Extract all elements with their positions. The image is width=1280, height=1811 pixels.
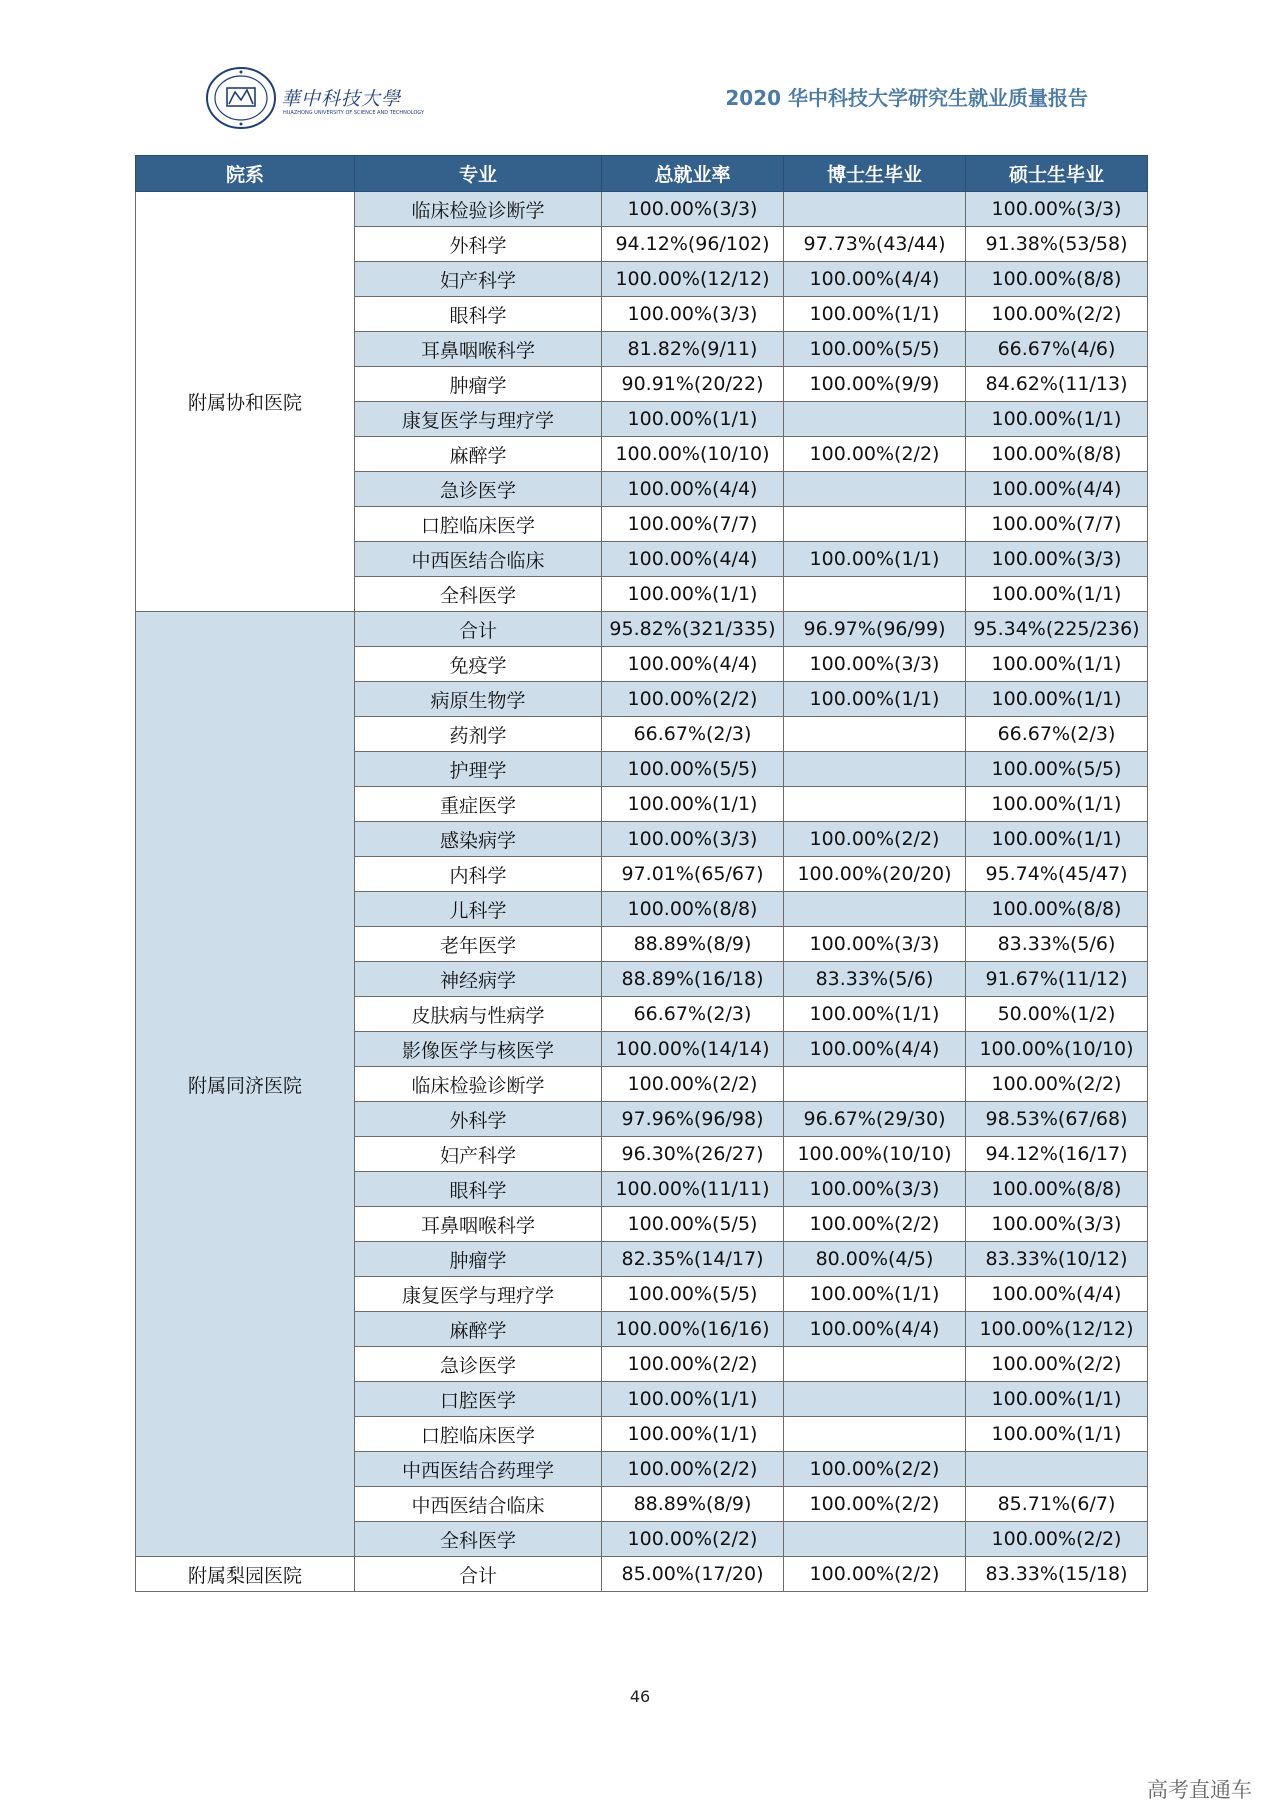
major-cell: 中西医结合临床 xyxy=(355,1487,602,1522)
phd-rate-cell xyxy=(784,717,966,752)
major-cell: 临床检验诊断学 xyxy=(355,192,602,227)
total-rate-cell: 81.82%(9/11) xyxy=(602,332,784,367)
major-cell: 妇产科学 xyxy=(355,1137,602,1172)
phd-rate-cell xyxy=(784,1417,966,1452)
department-cell: 附属同济医院 xyxy=(136,612,355,1557)
phd-rate-cell: 100.00%(4/4) xyxy=(784,262,966,297)
master-rate-cell: 100.00%(1/1) xyxy=(966,1417,1148,1452)
phd-rate-cell: 97.73%(43/44) xyxy=(784,227,966,262)
total-rate-cell: 100.00%(1/1) xyxy=(602,787,784,822)
total-rate-cell: 100.00%(16/16) xyxy=(602,1312,784,1347)
master-rate-cell: 100.00%(2/2) xyxy=(966,297,1148,332)
master-rate-cell: 50.00%(1/2) xyxy=(966,997,1148,1032)
university-seal-icon xyxy=(205,66,277,130)
phd-rate-cell: 100.00%(3/3) xyxy=(784,647,966,682)
total-rate-cell: 100.00%(4/4) xyxy=(602,542,784,577)
phd-rate-cell: 100.00%(2/2) xyxy=(784,1452,966,1487)
phd-rate-cell: 100.00%(9/9) xyxy=(784,367,966,402)
major-cell: 麻醉学 xyxy=(355,1312,602,1347)
major-cell: 急诊医学 xyxy=(355,472,602,507)
phd-rate-cell xyxy=(784,192,966,227)
master-rate-cell: 100.00%(8/8) xyxy=(966,892,1148,927)
total-rate-cell: 100.00%(2/2) xyxy=(602,1452,784,1487)
phd-rate-cell xyxy=(784,787,966,822)
total-rate-cell: 100.00%(1/1) xyxy=(602,402,784,437)
total-rate-cell: 88.89%(16/18) xyxy=(602,962,784,997)
master-rate-cell xyxy=(966,1452,1148,1487)
master-rate-cell: 100.00%(1/1) xyxy=(966,787,1148,822)
table-row xyxy=(136,1557,1148,1592)
total-rate-cell: 100.00%(14/14) xyxy=(602,1032,784,1067)
master-rate-cell: 100.00%(4/4) xyxy=(966,1277,1148,1312)
major-cell: 麻醉学 xyxy=(355,437,602,472)
phd-rate-cell: 100.00%(10/10) xyxy=(784,1137,966,1172)
major-cell: 肿瘤学 xyxy=(355,1242,602,1277)
master-rate-cell: 100.00%(8/8) xyxy=(966,1172,1148,1207)
major-cell: 病原生物学 xyxy=(355,682,602,717)
total-rate-cell: 100.00%(4/4) xyxy=(602,472,784,507)
master-rate-cell: 84.62%(11/13) xyxy=(966,367,1148,402)
total-rate-cell: 100.00%(1/1) xyxy=(602,577,784,612)
major-cell: 中西医结合药理学 xyxy=(355,1452,602,1487)
page-header xyxy=(0,0,1280,130)
university-logo xyxy=(205,66,425,136)
major-cell: 感染病学 xyxy=(355,822,602,857)
watermark: 高考直通车 xyxy=(1147,1778,1252,1802)
department-cell: 附属梨园医院 xyxy=(136,1557,355,1592)
major-cell: 康复医学与理疗学 xyxy=(355,1277,602,1312)
phd-rate-cell: 100.00%(4/4) xyxy=(784,1032,966,1067)
major-cell: 全科医学 xyxy=(355,577,602,612)
major-cell: 康复医学与理疗学 xyxy=(355,402,602,437)
major-cell: 耳鼻咽喉科学 xyxy=(355,1207,602,1242)
phd-rate-cell: 100.00%(3/3) xyxy=(784,927,966,962)
total-rate-cell: 100.00%(3/3) xyxy=(602,822,784,857)
phd-rate-cell xyxy=(784,752,966,787)
column-header-major: 专业 xyxy=(355,156,602,192)
major-cell: 眼科学 xyxy=(355,297,602,332)
total-rate-cell: 100.00%(4/4) xyxy=(602,647,784,682)
total-rate-cell: 96.30%(26/27) xyxy=(602,1137,784,1172)
master-rate-cell: 83.33%(10/12) xyxy=(966,1242,1148,1277)
total-rate-cell: 100.00%(3/3) xyxy=(602,192,784,227)
phd-rate-cell: 83.33%(5/6) xyxy=(784,962,966,997)
master-rate-cell: 100.00%(12/12) xyxy=(966,1312,1148,1347)
phd-rate-cell: 100.00%(2/2) xyxy=(784,437,966,472)
phd-rate-cell: 96.97%(96/99) xyxy=(784,612,966,647)
report-title: 2020 华中科技大学研究生就业质量报告 xyxy=(725,86,1088,110)
phd-rate-cell: 100.00%(2/2) xyxy=(784,1557,966,1592)
phd-rate-cell: 100.00%(2/2) xyxy=(784,1207,966,1242)
logo-text: 華中科技大學 xyxy=(281,88,402,110)
total-rate-cell: 90.91%(20/22) xyxy=(602,367,784,402)
major-cell: 重症医学 xyxy=(355,787,602,822)
total-rate-cell: 100.00%(2/2) xyxy=(602,1067,784,1102)
logo-subtext: HUAZHONG UNIVERSITY OF SCIENCE AND TECHNOLOGY xyxy=(283,110,425,116)
phd-rate-cell: 100.00%(1/1) xyxy=(784,682,966,717)
major-cell: 眼科学 xyxy=(355,1172,602,1207)
phd-rate-cell: 100.00%(5/5) xyxy=(784,332,966,367)
major-cell: 护理学 xyxy=(355,752,602,787)
phd-rate-cell xyxy=(784,1382,966,1417)
table-row xyxy=(136,612,1148,647)
master-rate-cell: 94.12%(16/17) xyxy=(966,1137,1148,1172)
column-header-phd-rate: 博士生毕业 xyxy=(784,156,966,192)
major-cell: 免疫学 xyxy=(355,647,602,682)
major-cell: 全科医学 xyxy=(355,1522,602,1557)
phd-rate-cell xyxy=(784,1347,966,1382)
major-cell: 肿瘤学 xyxy=(355,367,602,402)
phd-rate-cell xyxy=(784,577,966,612)
total-rate-cell: 100.00%(7/7) xyxy=(602,507,784,542)
phd-rate-cell xyxy=(784,507,966,542)
master-rate-cell: 100.00%(3/3) xyxy=(966,192,1148,227)
total-rate-cell: 97.01%(65/67) xyxy=(602,857,784,892)
phd-rate-cell xyxy=(784,892,966,927)
master-rate-cell: 100.00%(8/8) xyxy=(966,437,1148,472)
master-rate-cell: 66.67%(4/6) xyxy=(966,332,1148,367)
master-rate-cell: 100.00%(10/10) xyxy=(966,1032,1148,1067)
major-cell: 急诊医学 xyxy=(355,1347,602,1382)
master-rate-cell: 91.67%(11/12) xyxy=(966,962,1148,997)
total-rate-cell: 66.67%(2/3) xyxy=(602,717,784,752)
department-cell: 附属协和医院 xyxy=(136,192,355,612)
major-cell: 老年医学 xyxy=(355,927,602,962)
total-rate-cell: 100.00%(1/1) xyxy=(602,1382,784,1417)
master-rate-cell: 100.00%(3/3) xyxy=(966,542,1148,577)
total-rate-cell: 100.00%(10/10) xyxy=(602,437,784,472)
total-rate-cell: 100.00%(1/1) xyxy=(602,1417,784,1452)
phd-rate-cell: 96.67%(29/30) xyxy=(784,1102,966,1137)
total-rate-cell: 100.00%(3/3) xyxy=(602,297,784,332)
phd-rate-cell: 100.00%(2/2) xyxy=(784,1487,966,1522)
total-rate-cell: 100.00%(8/8) xyxy=(602,892,784,927)
total-rate-cell: 85.00%(17/20) xyxy=(602,1557,784,1592)
phd-rate-cell xyxy=(784,402,966,437)
total-rate-cell: 100.00%(2/2) xyxy=(602,682,784,717)
master-rate-cell: 100.00%(2/2) xyxy=(966,1347,1148,1382)
phd-rate-cell: 100.00%(20/20) xyxy=(784,857,966,892)
phd-rate-cell: 100.00%(1/1) xyxy=(784,297,966,332)
phd-rate-cell: 80.00%(4/5) xyxy=(784,1242,966,1277)
master-rate-cell: 100.00%(1/1) xyxy=(966,682,1148,717)
phd-rate-cell: 100.00%(1/1) xyxy=(784,542,966,577)
total-rate-cell: 100.00%(11/11) xyxy=(602,1172,784,1207)
column-header-master-rate: 硕士生毕业 xyxy=(966,156,1148,192)
phd-rate-cell xyxy=(784,1067,966,1102)
phd-rate-cell: 100.00%(4/4) xyxy=(784,1312,966,1347)
employment-rate-table xyxy=(135,155,1148,1592)
phd-rate-cell: 100.00%(3/3) xyxy=(784,1172,966,1207)
master-rate-cell: 100.00%(8/8) xyxy=(966,262,1148,297)
total-rate-cell: 100.00%(5/5) xyxy=(602,1277,784,1312)
master-rate-cell: 85.71%(6/7) xyxy=(966,1487,1148,1522)
master-rate-cell: 100.00%(4/4) xyxy=(966,472,1148,507)
phd-rate-cell: 100.00%(1/1) xyxy=(784,1277,966,1312)
master-rate-cell: 100.00%(1/1) xyxy=(966,822,1148,857)
phd-rate-cell xyxy=(784,472,966,507)
total-rate-cell: 66.67%(2/3) xyxy=(602,997,784,1032)
total-rate-cell: 94.12%(96/102) xyxy=(602,227,784,262)
master-rate-cell: 98.53%(67/68) xyxy=(966,1102,1148,1137)
major-cell: 妇产科学 xyxy=(355,262,602,297)
major-cell: 皮肤病与性病学 xyxy=(355,997,602,1032)
table-row xyxy=(136,192,1148,227)
total-rate-cell: 97.96%(96/98) xyxy=(602,1102,784,1137)
page-number: 46 xyxy=(629,1687,651,1706)
major-cell: 口腔临床医学 xyxy=(355,507,602,542)
major-cell: 口腔医学 xyxy=(355,1382,602,1417)
table-header-row xyxy=(136,156,1148,192)
master-rate-cell: 83.33%(15/18) xyxy=(966,1557,1148,1592)
major-cell: 中西医结合临床 xyxy=(355,542,602,577)
master-rate-cell: 100.00%(1/1) xyxy=(966,647,1148,682)
total-rate-cell: 82.35%(14/17) xyxy=(602,1242,784,1277)
major-cell: 外科学 xyxy=(355,227,602,262)
master-rate-cell: 100.00%(1/1) xyxy=(966,402,1148,437)
master-rate-cell: 91.38%(53/58) xyxy=(966,227,1148,262)
column-header-department: 院系 xyxy=(136,156,355,192)
total-rate-cell: 100.00%(2/2) xyxy=(602,1347,784,1382)
major-cell: 内科学 xyxy=(355,857,602,892)
major-cell: 口腔临床医学 xyxy=(355,1417,602,1452)
master-rate-cell: 100.00%(5/5) xyxy=(966,752,1148,787)
master-rate-cell: 95.74%(45/47) xyxy=(966,857,1148,892)
master-rate-cell: 100.00%(2/2) xyxy=(966,1522,1148,1557)
major-cell: 外科学 xyxy=(355,1102,602,1137)
total-rate-cell: 88.89%(8/9) xyxy=(602,927,784,962)
phd-rate-cell: 100.00%(2/2) xyxy=(784,822,966,857)
master-rate-cell: 100.00%(1/1) xyxy=(966,577,1148,612)
major-cell: 儿科学 xyxy=(355,892,602,927)
phd-rate-cell: 100.00%(1/1) xyxy=(784,997,966,1032)
master-rate-cell: 95.34%(225/236) xyxy=(966,612,1148,647)
master-rate-cell: 66.67%(2/3) xyxy=(966,717,1148,752)
master-rate-cell: 100.00%(1/1) xyxy=(966,1382,1148,1417)
master-rate-cell: 100.00%(3/3) xyxy=(966,1207,1148,1242)
major-cell: 临床检验诊断学 xyxy=(355,1067,602,1102)
major-cell: 药剂学 xyxy=(355,717,602,752)
total-rate-cell: 100.00%(2/2) xyxy=(602,1522,784,1557)
major-cell: 合计 xyxy=(355,612,602,647)
master-rate-cell: 100.00%(2/2) xyxy=(966,1067,1148,1102)
phd-rate-cell xyxy=(784,1522,966,1557)
master-rate-cell: 100.00%(7/7) xyxy=(966,507,1148,542)
major-cell: 耳鼻咽喉科学 xyxy=(355,332,602,367)
total-rate-cell: 100.00%(5/5) xyxy=(602,752,784,787)
total-rate-cell: 100.00%(5/5) xyxy=(602,1207,784,1242)
master-rate-cell: 83.33%(5/6) xyxy=(966,927,1148,962)
major-cell: 影像医学与核医学 xyxy=(355,1032,602,1067)
major-cell: 合计 xyxy=(355,1557,602,1592)
column-header-total-rate: 总就业率 xyxy=(602,156,784,192)
total-rate-cell: 88.89%(8/9) xyxy=(602,1487,784,1522)
major-cell: 神经病学 xyxy=(355,962,602,997)
total-rate-cell: 100.00%(12/12) xyxy=(602,262,784,297)
total-rate-cell: 95.82%(321/335) xyxy=(602,612,784,647)
